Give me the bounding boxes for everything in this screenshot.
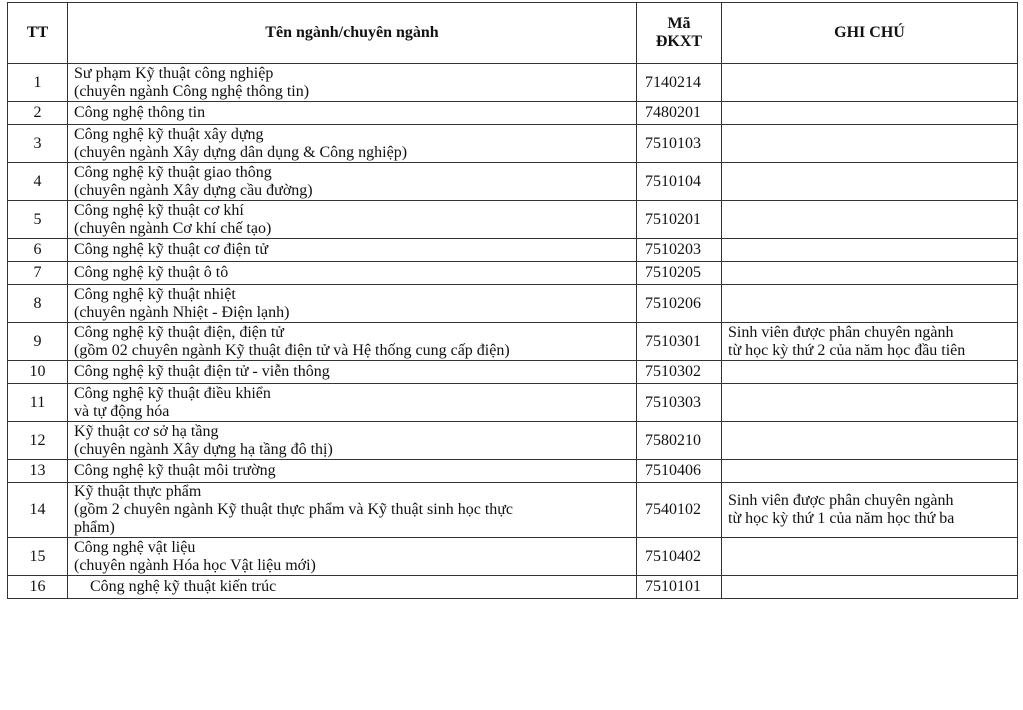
cell-tt: 13 xyxy=(8,460,68,483)
cell-tt: 10 xyxy=(8,361,68,384)
table-row xyxy=(8,361,1018,384)
table-header-row xyxy=(8,3,1018,64)
table-row xyxy=(8,239,1018,262)
major-name-line2: (chuyên ngành Xây dựng cầu đường) xyxy=(74,181,313,199)
cell-code: 7510103 xyxy=(637,125,722,163)
cell-major-name xyxy=(68,201,637,239)
cell-tt: 11 xyxy=(8,384,68,422)
major-name-line2: (chuyên ngành Cơ khí chế tạo) xyxy=(74,219,272,237)
cell-code: 7510301 xyxy=(637,323,722,361)
cell-tt: 8 xyxy=(8,285,68,323)
cell-note xyxy=(722,64,1018,102)
cell-code: 7510104 xyxy=(637,163,722,201)
cell-code: 7510303 xyxy=(637,384,722,422)
major-name-line1: Công nghệ kỹ thuật điều khiển xyxy=(74,384,271,402)
cell-tt: 5 xyxy=(8,201,68,239)
cell-tt: 6 xyxy=(8,239,68,262)
cell-major-name xyxy=(68,576,637,599)
major-name-line1: Sư phạm Kỹ thuật công nghiệp xyxy=(74,64,274,82)
table-row xyxy=(8,323,1018,361)
cell-note xyxy=(722,285,1018,323)
cell-major-name xyxy=(68,125,637,163)
note-line2: từ học kỳ thứ 2 của năm học đầu tiên xyxy=(728,341,966,359)
cell-major-name xyxy=(68,163,637,201)
table-row xyxy=(8,576,1018,599)
major-name-line2: và tự động hóa xyxy=(74,402,170,420)
table-body xyxy=(8,64,1018,599)
table-row xyxy=(8,538,1018,576)
major-name-line1: Công nghệ kỹ thuật kiến trúc xyxy=(90,578,277,595)
cell-major-name xyxy=(68,460,637,483)
cell-code: 7580210 xyxy=(637,422,722,460)
cell-code: 7140214 xyxy=(637,64,722,102)
table-row xyxy=(8,102,1018,125)
major-name-line1: Công nghệ kỹ thuật nhiệt xyxy=(74,285,236,303)
cell-major-name xyxy=(68,538,637,576)
cell-code: 7510406 xyxy=(637,460,722,483)
cell-note xyxy=(722,361,1018,384)
cell-tt: 2 xyxy=(8,102,68,125)
table-row xyxy=(8,262,1018,285)
cell-major-name xyxy=(68,361,637,384)
cell-major-name xyxy=(68,323,637,361)
cell-tt: 7 xyxy=(8,262,68,285)
cell-code: 7540102 xyxy=(637,483,722,538)
cell-major-name xyxy=(68,422,637,460)
table-row xyxy=(8,285,1018,323)
header-name: Tên ngành/chuyên ngành xyxy=(68,3,637,64)
cell-tt: 15 xyxy=(8,538,68,576)
cell-note xyxy=(722,102,1018,125)
table-row xyxy=(8,125,1018,163)
table-row xyxy=(8,483,1018,538)
cell-major-name xyxy=(68,239,637,262)
cell-code: 7510206 xyxy=(637,285,722,323)
cell-note xyxy=(722,262,1018,285)
cell-code: 7510205 xyxy=(637,262,722,285)
major-name-line2: (gồm 2 chuyên ngành Kỹ thuật thực phẩm và Kỹ thuật sinh học thực xyxy=(74,501,514,518)
major-name-line1: Kỹ thuật cơ sở hạ tầng xyxy=(74,422,219,440)
cell-note xyxy=(722,323,1018,361)
cell-code: 7510101 xyxy=(637,576,722,599)
header-code-line2: ĐKXT xyxy=(655,33,703,50)
cell-code: 7510302 xyxy=(637,361,722,384)
major-name-line1: Công nghệ kỹ thuật điện, điện tử xyxy=(74,323,284,341)
major-name-line2: (chuyên ngành Nhiệt - Điện lạnh) xyxy=(74,303,290,321)
table-row xyxy=(8,64,1018,102)
cell-tt: 4 xyxy=(8,163,68,201)
major-name-line1: Công nghệ kỹ thuật môi trường xyxy=(74,462,276,479)
cell-tt: 12 xyxy=(8,422,68,460)
admission-table-container xyxy=(7,2,1018,599)
cell-code: 7510402 xyxy=(637,538,722,576)
cell-tt: 16 xyxy=(8,576,68,599)
cell-tt: 9 xyxy=(8,323,68,361)
cell-note xyxy=(722,201,1018,239)
cell-note xyxy=(722,576,1018,599)
major-name-line1: Công nghệ kỹ thuật cơ điện tử xyxy=(74,241,268,258)
admission-majors-table xyxy=(7,2,1018,599)
cell-note xyxy=(722,239,1018,262)
major-name-line2: (chuyên ngành Công nghệ thông tin) xyxy=(74,82,310,100)
header-tt: TT xyxy=(8,3,68,64)
cell-note xyxy=(722,460,1018,483)
table-row xyxy=(8,201,1018,239)
cell-tt: 3 xyxy=(8,125,68,163)
cell-major-name xyxy=(68,262,637,285)
cell-note xyxy=(722,538,1018,576)
header-note: GHI CHÚ xyxy=(722,3,1018,64)
cell-code: 7510203 xyxy=(637,239,722,262)
note-line2: từ học kỳ thứ 1 của năm học thứ ba xyxy=(728,510,955,527)
cell-code: 7480201 xyxy=(637,102,722,125)
major-name-line2: (chuyên ngành Xây dựng dân dụng & Công nghiệp) xyxy=(74,143,408,161)
major-name-line2: (chuyên ngành Hóa học Vật liệu mới) xyxy=(74,556,316,574)
major-name-line1: Công nghệ kỹ thuật xây dựng xyxy=(74,125,264,143)
major-name-line1: Công nghệ vật liệu xyxy=(74,538,196,556)
major-name-line1: Công nghệ kỹ thuật cơ khí xyxy=(74,201,244,219)
cell-note xyxy=(722,125,1018,163)
cell-note xyxy=(722,384,1018,422)
header-code-line1: Mã xyxy=(667,15,691,32)
table-row xyxy=(8,384,1018,422)
cell-note xyxy=(722,163,1018,201)
header-code xyxy=(637,3,722,64)
major-name-line2: (gồm 02 chuyên ngành Kỹ thuật điện tử và Hệ thống cung cấp điện) xyxy=(74,341,510,359)
major-name-line2: (chuyên ngành Xây dựng hạ tầng đô thị) xyxy=(74,440,333,458)
major-name-line1: Công nghệ kỹ thuật giao thông xyxy=(74,163,272,181)
cell-note xyxy=(722,483,1018,538)
major-name-line1: Công nghệ kỹ thuật điện tử - viễn thông xyxy=(74,363,330,380)
major-name-line1: Công nghệ thông tin xyxy=(74,104,206,121)
cell-major-name xyxy=(68,384,637,422)
cell-note xyxy=(722,422,1018,460)
note-line1: Sinh viên được phân chuyên ngành xyxy=(728,323,954,341)
major-name-line1: Công nghệ kỹ thuật ô tô xyxy=(74,264,229,281)
cell-major-name xyxy=(68,483,637,538)
major-name-line3: phẩm) xyxy=(74,519,115,536)
cell-major-name xyxy=(68,285,637,323)
table-row xyxy=(8,460,1018,483)
cell-major-name xyxy=(68,64,637,102)
cell-tt: 14 xyxy=(8,483,68,538)
table-row xyxy=(8,163,1018,201)
major-name-line1: Kỹ thuật thực phẩm xyxy=(74,483,202,500)
cell-major-name xyxy=(68,102,637,125)
cell-code: 7510201 xyxy=(637,201,722,239)
note-line1: Sinh viên được phân chuyên ngành xyxy=(728,492,954,509)
cell-tt: 1 xyxy=(8,64,68,102)
table-row xyxy=(8,422,1018,460)
